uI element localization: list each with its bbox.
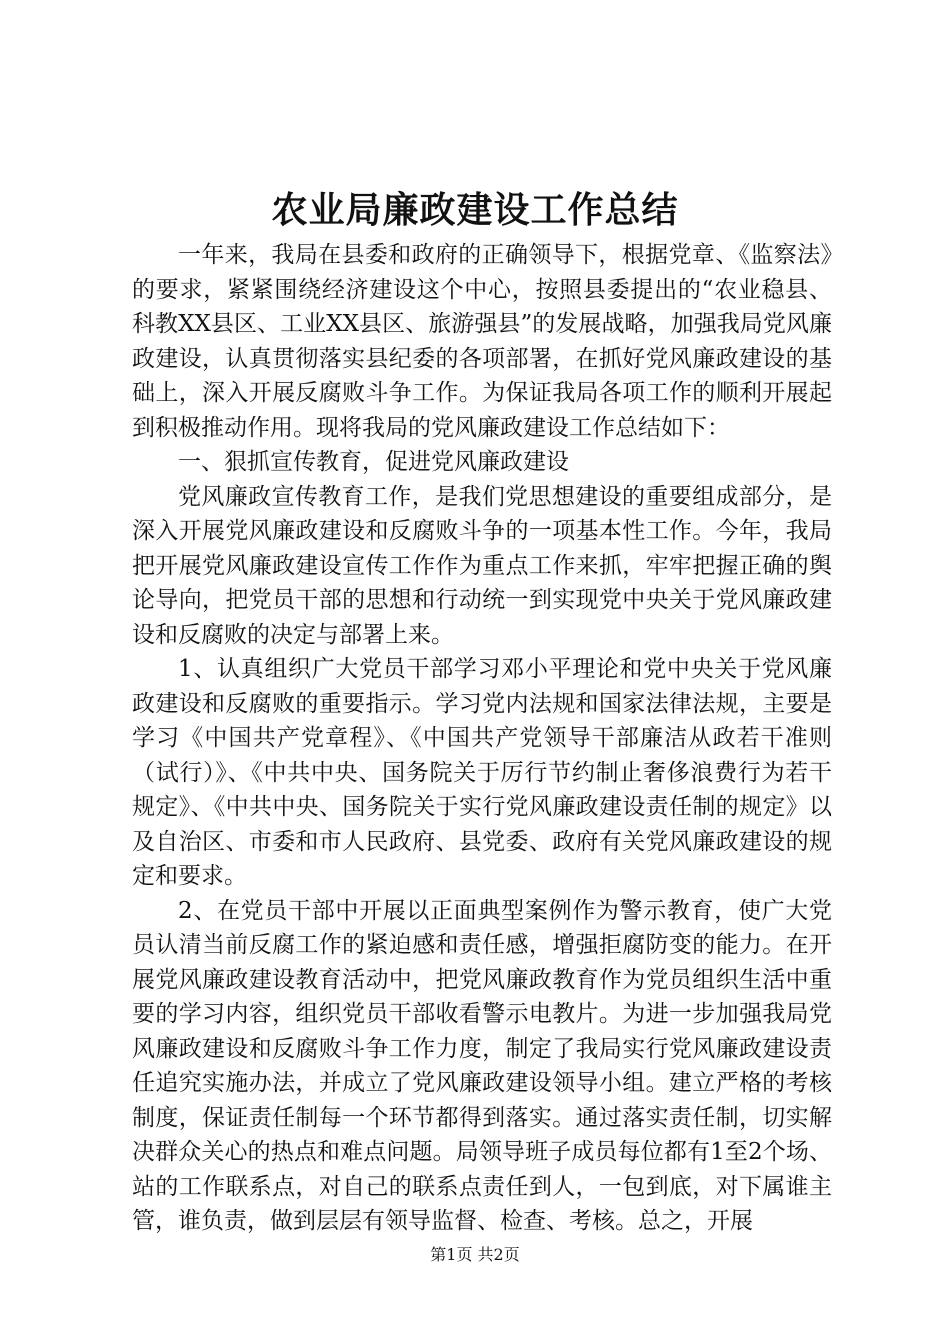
paragraph-intro: 一年来，我局在县委和政府的正确领导下，根据党章、《监察法》的要求，紧紧围绕经济建设这个中心，按照县委提出的“农业稳县、科教XX县区、工业XX县区、旅游强县”的发展战略，加强我局党风廉政建设，认真贯彻落实县纪委的各项部署，在抓好党风廉政建设的基础上，深入开展反腐败斗争工作。为保证我局各项工作的顺利开展起到积极推动作用。现将我局的党风廉政建设工作总结如下： [132, 242, 832, 441]
paragraph-item-2: 2、在党员干部中开展以正面典型案例作为警示教育，使广大党员认清当前反腐工作的紧迫感和责任感，增强拒腐防变的能力。在开展党风廉政建设教育活动中，把党风廉政教育作为党员组织生活中重要的学习内容，组织党员干部收看警示电教片。为进一步加强我局党风廉政建设和反腐败斗争工作力度，制定了我局实行党风廉政建设责任追究实施办法，并成立了党风廉政建设领导小组。建立严格的考核制度，保证责任制每一个环节都得到落实。通过落实责任制，切实解决群众关心的热点和难点问题。局领导班子成员每位都有1至2个场、站的工作联系点，对自己的联系点责任到人，一包到底，对下属谁主管，谁负责，做到层层有领导监督、检查、考核。总之，开展 [132, 897, 832, 1234]
section-heading: 一、狠抓宣传教育，促进党风廉政建设 [178, 449, 569, 475]
document-body [132, 238, 832, 1239]
paragraph-education: 党风廉政宣传教育工作，是我们党思想建设的重要组成部分，是深入开展党风廉政建设和反腐败斗争的一项基本性工作。今年，我局把开展党风廉政建设宣传工作作为重点工作来抓，牢牢把握正确的舆论导向，把党员干部的思想和行动统一到实现党中央关于党风廉政建设和反腐败的决定与部署上来。 [132, 483, 832, 648]
document-title: 农业局廉政建设工作总结 [271, 189, 679, 231]
paragraph-item-1: 1、认真组织广大党员干部学习邓小平理论和党中央关于党风廉政建设和反腐败的重要指示。学习党内法规和国家法律法规，主要是学习《中国共产党章程》、《中国共产党领导干部廉洁从政若干准则（试行）》、《中共中央、国务院关于厉行节约制止奢侈浪费行为若干规定》、《中共中央、国务院关于实行党风廉政建设责任制的规定》以及自治区、市委和市人民政府、县党委、政府有关党风廉政建设的规定和要求。 [132, 656, 832, 889]
page-number-footer: 第1页 共2页 [430, 1245, 520, 1264]
